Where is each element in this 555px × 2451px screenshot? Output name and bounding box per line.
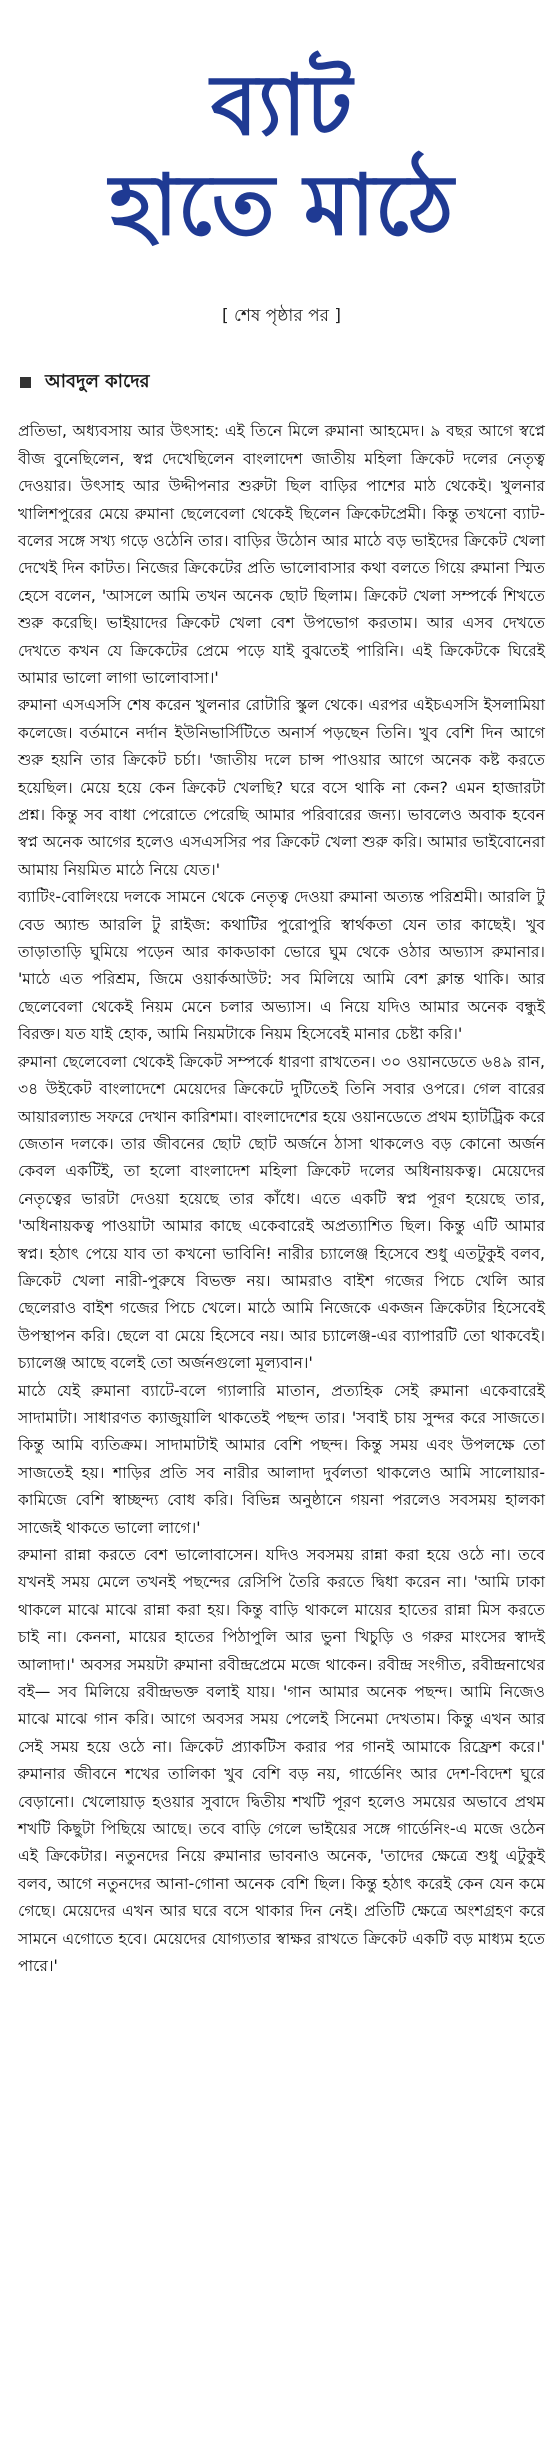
article-paragraph: রুমানা রান্না করতে বেশ ভালোবাসেন। যদিও সবসময় রান্না করা হয়ে ওঠে না। তবে যখনই সময় মেলে তখনই পছন্দের রেসিপি তৈরি করতে দ্বিধা করেন না। 'আমি ঢাকা থাকলে মাঝে মাঝে রান্না করা হয়। কিন্তু বাড়ি থাকলে মায়ের হাতের রান্না মিস করতে চাই না। কেননা, মায়ের হাতের পিঠাপুলি আর ভুনা খিচুড়ি ও গরুর মাংসের স্বাদই আলাদা।' অবসর সময়টা রুমানা রবীন্দ্রপ্রেমে মজে থাকেন। রবীন্দ্র সংগীত, রবীন্দ্রনাথের বই— সব মিলিয়ে রবীন্দ্রভক্ত বলাই যায়। 'গান আমার অনেক পছন্দ। আমি নিজেও মাঝে মাঝে গান করি। আগে অবসর সময় পেলেই সিনেমা দেখতাম। কিন্তু এখন আর সেই সময় হয়ে ওঠে না। ক্রিকেট প্র্যাকটিস করার পর গানই আমাকে রিফ্রেশ করে।' রুমানার জীবনে শখের তালিকা খুব বেশি বড় নয়, গার্ডেনিং আর দেশ-বিদেশ ঘুরে বেড়ানো। খেলোয়াড় হওয়ার সুবাদে দ্বিতীয় শখটি পূরণ হলেও সময়ের অভাবে প্রথম শখটি কিছুটা পিছিয়ে আছে। তবে বাড়ি গেলে ভাইয়ের সঙ্গে গার্ডেনিং-এ মজে ওঠেন এই ক্রিকেটার। নতুনদের নিয়ে রুমানার ভাবনাও অনেক, 'তাদের ক্ষেত্রে শুধু এটুকুই বলব, আগে নতুনদের আনা-গোনা অনেক বেশি ছিল। কিন্তু হঠাৎ করেই কেন যেন কমে গেছে। মেয়েদের এখন আর ঘরে বসে থাকার দিন নেই। প্রতিটি ক্ষেত্রে অংশগ্রহণ করে সামনে এগোতে হবে। মেয়েদের যোগ্যতার স্বাক্ষর রাখতে ক্রিকেট একটি বড় মাধ্যম হতে পারে।'	[18, 1546, 545, 1976]
article-paragraph: মাঠে যেই রুমানা ব্যাটে-বলে গ্যালারি মাতান, প্রত্যহিক সেই রুমানা একেবারেই সাদামাটা। সাধারণত ক্যাজুয়ালি থাকতেই পছন্দ তার। 'সবাই চায় সুন্দর করে সাজতে। কিন্তু আমি ব্যতিক্রম। সাদামাটাই আমার বেশি পছন্দ। কিন্তু সময় এবং উপলক্ষে তো সাজতেই হয়। শাড়ির প্রতি সব নারীর আলাদা দুর্বলতা থাকলেও আমি সালোয়ার-কামিজে বেশি স্বাচ্ছন্দ্য বোধ করি। বিভিন্ন অনুষ্ঠানে গয়না পরলেও সবসময় হালকা সাজেই থাকতে ভালো লাগে।'	[18, 1381, 545, 1537]
byline	[20, 367, 545, 398]
byline-author: আবদুল কাদের	[45, 371, 150, 393]
byline-square-icon	[20, 377, 31, 388]
headline	[18, 0, 545, 254]
headline-line-2: হাতে মাঠে	[109, 154, 454, 254]
continued-note: [ শেষ পৃষ্ঠার পর ]	[222, 306, 341, 327]
article-paragraph: রুমানা ছেলেবেলা থেকেই ক্রিকেট সম্পর্কে ধারণা রাখতেন। ৩০ ওয়ানডেতে ৬৪৯ রান, ৩৪ উইকেট বাংলাদেশে মেয়েদের ক্রিকেটে দুটিতেই তিনি সবার ওপরে। গেল বারের আয়ারল্যান্ড সফরে দেখান কারিশমা। বাংলাদেশের হয়ে ওয়ানডেতে প্রথম হ্যাটট্রিক করে জেতান দলকে। তার জীবনের ছোট ছোট অর্জনে ঠাসা থাকলেও বড় কোনো অর্জন কেবল একটিই, তা হলো বাংলাদেশ মহিলা ক্রিকেট দলের অধিনায়কত্ব। মেয়েদের নেতৃত্বের ভারটা দেওয়া হয়েছে তার কাঁধে। এতে একটি স্বপ্ন পূরণ হয়েছে তার, 'অধিনায়কত্ব পাওয়াটা আমার কাছে একেবারেই অপ্রত্যাশিত ছিল। কিন্তু এটি আমার স্বপ্ন। হঠাৎ পেয়ে যাব তা কখনো ভাবিনি! নারীর চ্যালেঞ্জ হিসেবে শুধু এতটুকুই বলব, ক্রিকেট খেলা নারী-পুরুষে বিভক্ত নয়। আমরাও বাইশ গজের পিচে খেলি আর ছেলেরাও বাইশ গজের পিচে খেলে। মাঠে আমি নিজেকে একজন ক্রিকেটার হিসেবেই উপস্থাপন করি। ছেলে বা মেয়ে হিসেবে নয়। আর চ্যালেঞ্জ-এর ব্যাপারটি তো থাকবেই। চ্যালেঞ্জ আছে বলেই তো অর্জনগুলো মূল্যবান।'	[18, 1052, 545, 1373]
article-paragraph: ব্যাটিং-বোলিংয়ে দলকে সামনে থেকে নেতৃত্ব দেওয়া রুমানা অত্যন্ত পরিশ্রমী। আরলি টু বেড অ্যান্ড আরলি টু রাইজ: কথাটির পুরোপুরি স্বার্থকতা যেন তার কাছেই। খুব তাড়াতাড়ি ঘুমিয়ে পড়েন আর কাকডাকা ভোরে ঘুম থেকে ওঠার অভ্যাস রুমানার। 'মাঠে এত পরিশ্রম, জিমে ওয়ার্কআউট: সব মিলিয়ে আমি বেশ ক্লান্ত থাকি। আর ছেলেবেলা থেকেই নিয়ম মেনে চলার অভ্যাস। এ নিয়ে যদিও আমার অনেক বন্ধুই বিরক্ত। যত যাই হোক, আমি নিয়মটাকে নিয়ম হিসেবেই মানার চেষ্টা করি।'	[18, 888, 545, 1044]
headline-line-1: ব্যাট	[210, 55, 353, 154]
article-paragraph: রুমানা এসএসসি শেষ করেন খুলনার রোটারি স্কুল থেকে। এরপর এইচএসসি ইসলামিয়া কলেজে। বর্তমানে নর্দান ইউনিভার্সিটিতে অনার্স পড়ছেন তিনি। খুব বেশি দিন আগে শুরু হয়নি তার ক্রিকেট চর্চা। 'জাতীয় দলে চান্স পাওয়ার আগে অনেক কষ্ট করতে হয়েছিল। মেয়ে হয়ে কেন ক্রিকেট খেলছি? ঘরে বসে থাকি না কেন? এমন হাজারটা প্রশ্ন। কিন্তু সব বাধা পেরোতে পেরেছি আমার পরিবারের জন্য। ভাবলেও অবাক হবেন স্বপ্ন অনেক আগের হলেও এসএসসির পর ক্রিকেট খেলা শুরু করি। আমার ভাইবোনেরা আমায় নিয়মিত মাঠে নিয়ে যেত।'	[18, 696, 545, 879]
article-body	[18, 418, 545, 1980]
article-paragraph: প্রতিভা, অধ্যবসায় আর উৎসাহ: এই তিনে মিলে রুমানা আহমেদ। ৯ বছর আগে স্বপ্নে বীজ বুনেছিলেন, স্বপ্ন দেখেছিলেন বাংলাদেশ জাতীয় মহিলা ক্রিকেট দলের নেতৃত্ব দেওয়ার। উৎসাহ আর উদ্দীপনার শুরুটা ছিল বাড়ির পাশের মাঠ থেকেই। খুলনার খালিশপুরের মেয়ে রুমানা ছেলেবেলা থেকেই ছিলেন ক্রিকেটপ্রেমী। কিন্তু তখনো ব্যাট-বলের সঙ্গে সখ্য গড়ে ওঠেনি তার। বাড়ির উঠোন আর মাঠে বড় ভাইদের ক্রিকেট খেলা দেখেই দিন কাটত। নিজের ক্রিকেটের প্রতি ভালোবাসার কথা বলতে গিয়ে রুমানা স্মিত হেসে বলেন, 'আসলে আমি তখন অনেক ছোট ছিলাম। ক্রিকেট খেলা সম্পর্কে শিখতে শুরু করেছি। ভাইয়াদের ক্রিকেট খেলা বেশ উপভোগ করতাম। আর এসব দেখতে দেখতে কখন যে ক্রিকেটের প্রেমে পড়ে যাই বুঝতেই পারিনি। এই ক্রিকেটকে ঘিরেই আমার ভালো লাগা ভালোবাসা।'	[18, 422, 545, 687]
